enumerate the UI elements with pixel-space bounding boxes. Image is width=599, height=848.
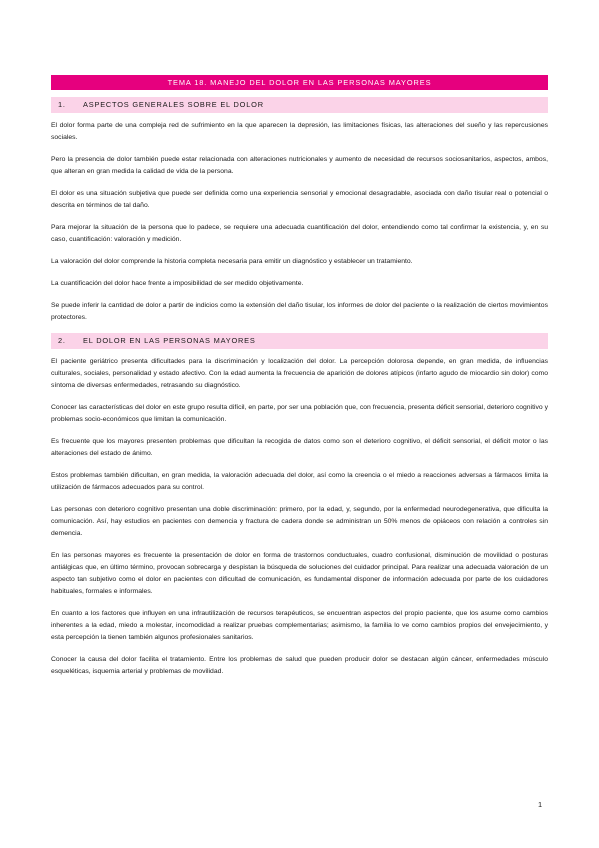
paragraph: Estos problemas también dificultan, en gran medida, la valoración adecuada del dolor, así como la creencia o el miedo a reacciones adversas a fármacos limita la utilización de fármacos adecuados para su control. (51, 472, 548, 491)
document-title: TEMA 18. MANEJO DEL DOLOR EN LAS PERSONAS MAYORES (51, 75, 548, 90)
section-header-2 (51, 333, 548, 349)
paragraph: Conocer la causa del dolor facilita el tratamiento. Entre los problemas de salud que pueden producir dolor se destacan algún cáncer, enfermedades músculo esqueléticas, isquemia arterial y problemas de movilidad. (51, 656, 548, 675)
paragraph: En cuanto a los factores que influyen en una infrautilización de recursos terapéuticos, se encuentran aspectos del propio paciente, que los asume como cambios inherentes a la edad, miedo a molestar, incomodidad a realizar pruebas complementarias; asimismo, la familia lo ve como cambios propios del envejecimiento, y esta percepción la tienen también algunos profesionales sanitarios. (51, 610, 548, 641)
paragraph: El paciente geriátrico presenta dificultades para la discriminación y localización del dolor. La percepción dolorosa depende, en gran medida, de influencias culturales, sociales, personalidad y estado afectivo. Con la edad aumenta la frecuencia de aparición de dolores atípicos (infarto agudo de miocardio sin dolor) como síntoma de diversas enfermedades, retrasando su diagnóstico. (51, 358, 548, 389)
paragraph: Para mejorar la situación de la persona que lo padece, se requiere una adecuada cuantificación del dolor, entendiendo como tal confirmar la existencia, y, en su caso, cuantificación: valoración y medición. (51, 224, 548, 243)
section-heading: EL DOLOR EN LAS PERSONAS MAYORES (83, 336, 256, 345)
section-number: 2. (58, 336, 66, 345)
paragraph: Es frecuente que los mayores presenten problemas que dificultan la recogida de datos como son el deterioro cognitivo, el déficit sensorial, el déficit motor o las alteraciones del estado de ánimo. (51, 438, 548, 457)
paragraph: El dolor es una situación subjetiva que puede ser definida como una experiencia sensorial y emocional desagradable, asociada con daño tisular real o potencial o descrita en términos de tal daño. (51, 190, 548, 209)
paragraph: Conocer las características del dolor en este grupo resulta difícil, en parte, por ser una población que, con frecuencia, presenta déficit sensorial, deterioro cognitivo y problemas socio-económicos que limitan la comunicación. (51, 404, 548, 423)
paragraph: Las personas con deterioro cognitivo presentan una doble discriminación: primero, por la edad, y, segundo, por la enfermedad neurodegenerativa, que dificulta la comunicación. Así, hay estudios en pacientes con demencia y fractura de cadera donde se administran un 50% menos de opiáceos con relación a controles sin demencia. (51, 506, 548, 537)
section-number: 1. (58, 100, 66, 109)
paragraph: Pero la presencia de dolor también puede estar relacionada con alteraciones nutricionales y aumento de necesidad de recursos sociosanitarios, aspectos, ambos, que alteran en gran medida la calidad de vida de la persona. (51, 156, 548, 175)
paragraph: El dolor forma parte de una compleja red de sufrimiento en la que aparecen la depresión, las limitaciones físicas, las alteraciones del sueño y las repercusiones sociales. (51, 122, 548, 141)
section-heading: ASPECTOS GENERALES SOBRE EL DOLOR (83, 100, 264, 109)
section-header-1 (51, 97, 548, 113)
document-page (51, 75, 548, 678)
paragraph: En las personas mayores es frecuente la presentación de dolor en forma de trastornos conductuales, cuadro confusional, disminución de movilidad o posturas antiálgicas que, en último término, provocan sobrecarga y despistan la búsqueda de soluciones del cuidador principal. Para realizar una adecuada valoración de un aspecto tan subjetivo como el dolor en pacientes con dificultad de comunicación, es fundamental disponer de información adecuada por parte de los cuidadores habituales, formales e informales. (51, 552, 548, 595)
page-number: 1 (538, 800, 543, 809)
paragraph: La cuantificación del dolor hace frente a imposibilidad de ser medido objetivamente. (51, 280, 304, 287)
paragraph: Se puede inferir la cantidad de dolor a partir de indicios como la extensión del daño tisular, los informes de dolor del paciente o la realización de ciertos movimientos protectores. (51, 302, 548, 321)
paragraph: La valoración del dolor comprende la historia completa necesaria para emitir un diagnóstico y establecer un tratamiento. (51, 258, 413, 265)
